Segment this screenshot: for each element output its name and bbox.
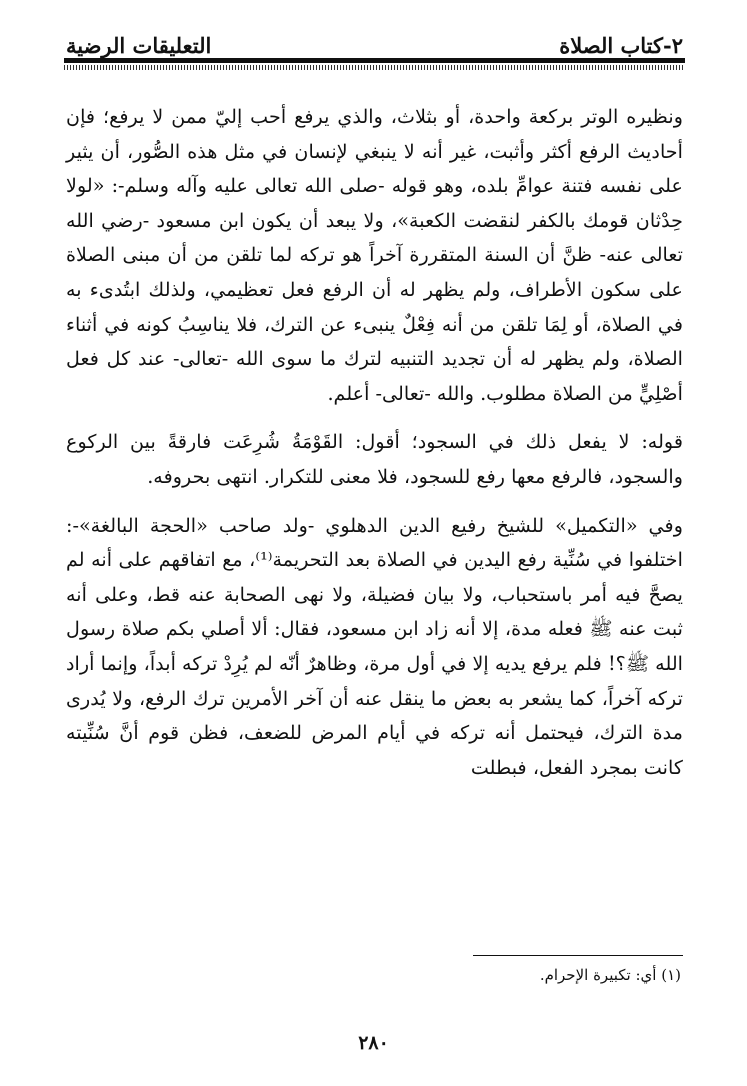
header-rule (64, 58, 685, 63)
paragraph-3: وفي «التكميل» للشيخ رفيع الدين الدهلوي -ولد صاحب «الحجة البالغة»-: اختلفوا في سُنِّية رفع اليدين في الصلاة بعد التحريمة⁽¹⁾، مع اتفاقهم على أنه لم يصحَّ فيه أمر باستحباب، ولا بيان فضيلة، ولا نهى الصحابة عنه قط، وعلى أنه ثبت عنه ﷺ فعله مدة، إلا أنه زاد ابن مسعود، فقال: ألا أصلي بكم صلاة رسول الله ﷺ؟! فلم يرفع يديه إلا في أول مرة، وظاهرٌ أنّه لم يُرِدْ تركه أبداً، وإنما أراد تركه آخراً، كما يشعر به بعض ما ينقل عنه أن آخر الأمرين ترك الرفع، ولا يُدرى مدة الترك، فيحتمل أنه تركه في أيام المرض للضعف، فظن قوم أنَّ سُنِّيته كانت بمجرد الفعل، فبطلت (66, 513, 683, 779)
header-hatch-rule (64, 65, 685, 70)
running-header (66, 24, 683, 58)
main-text (66, 100, 683, 785)
footnote-divider (473, 955, 683, 956)
footnote: (١) أي: تكبيرة الإحرام. (539, 966, 681, 984)
page-number: ٢٨٠ (358, 1032, 389, 1054)
paragraph-2: قوله: لا يفعل ذلك في السجود؛ أقول: القَوْمَةُ شُرِعَت فارقةً بين الركوع والسجود، فالرفع معها رفع للسجود، فلا معنى للتكرار. انتهى بحروفه. (66, 430, 683, 488)
paragraph-1: ونظيره الوتر بركعة واحدة، أو بثلاث، والذي يرفع أحب إليّ ممن لا يرفع؛ فإن أحاديث الرفع أكثر وأثبت، غير أنه لا ينبغي لإنسان في مثل هذه الصُّور، أن يثير على نفسه فتنة عوامِّ بلده، وهو قوله -صلى الله تعالى عليه وآله وسلم-: «لولا حِدْثان قومك بالكفر لنقضت الكعبة»، ولا يبعد أن يكون ابن مسعود -رضي الله تعالى عنه- ظنَّ أن السنة المتقررة آخراً هو تركه لما تلقن من أن مبنى الصلاة على سكون الأطراف، ولم يظهر له أن الرفع فعل تعظيمي، ولذلك ابتُدىء به في الصلاة، أو لِمَا تلقن من أنه فِعْلٌ ينبىء عن الترك، فلا يناسِبُ كونه في أثناء الصلاة، ولم يظهر له أن تجديد التنبيه لترك ما سوى الله -تعالى- عند كل فعل أصْلِيٍّ من الصلاة مطلوب. والله -تعالى- أعلم. (66, 105, 683, 405)
chapter-title: ٢-كتاب الصلاة (559, 33, 683, 58)
book-title: التعليقات الرضية (66, 33, 212, 58)
